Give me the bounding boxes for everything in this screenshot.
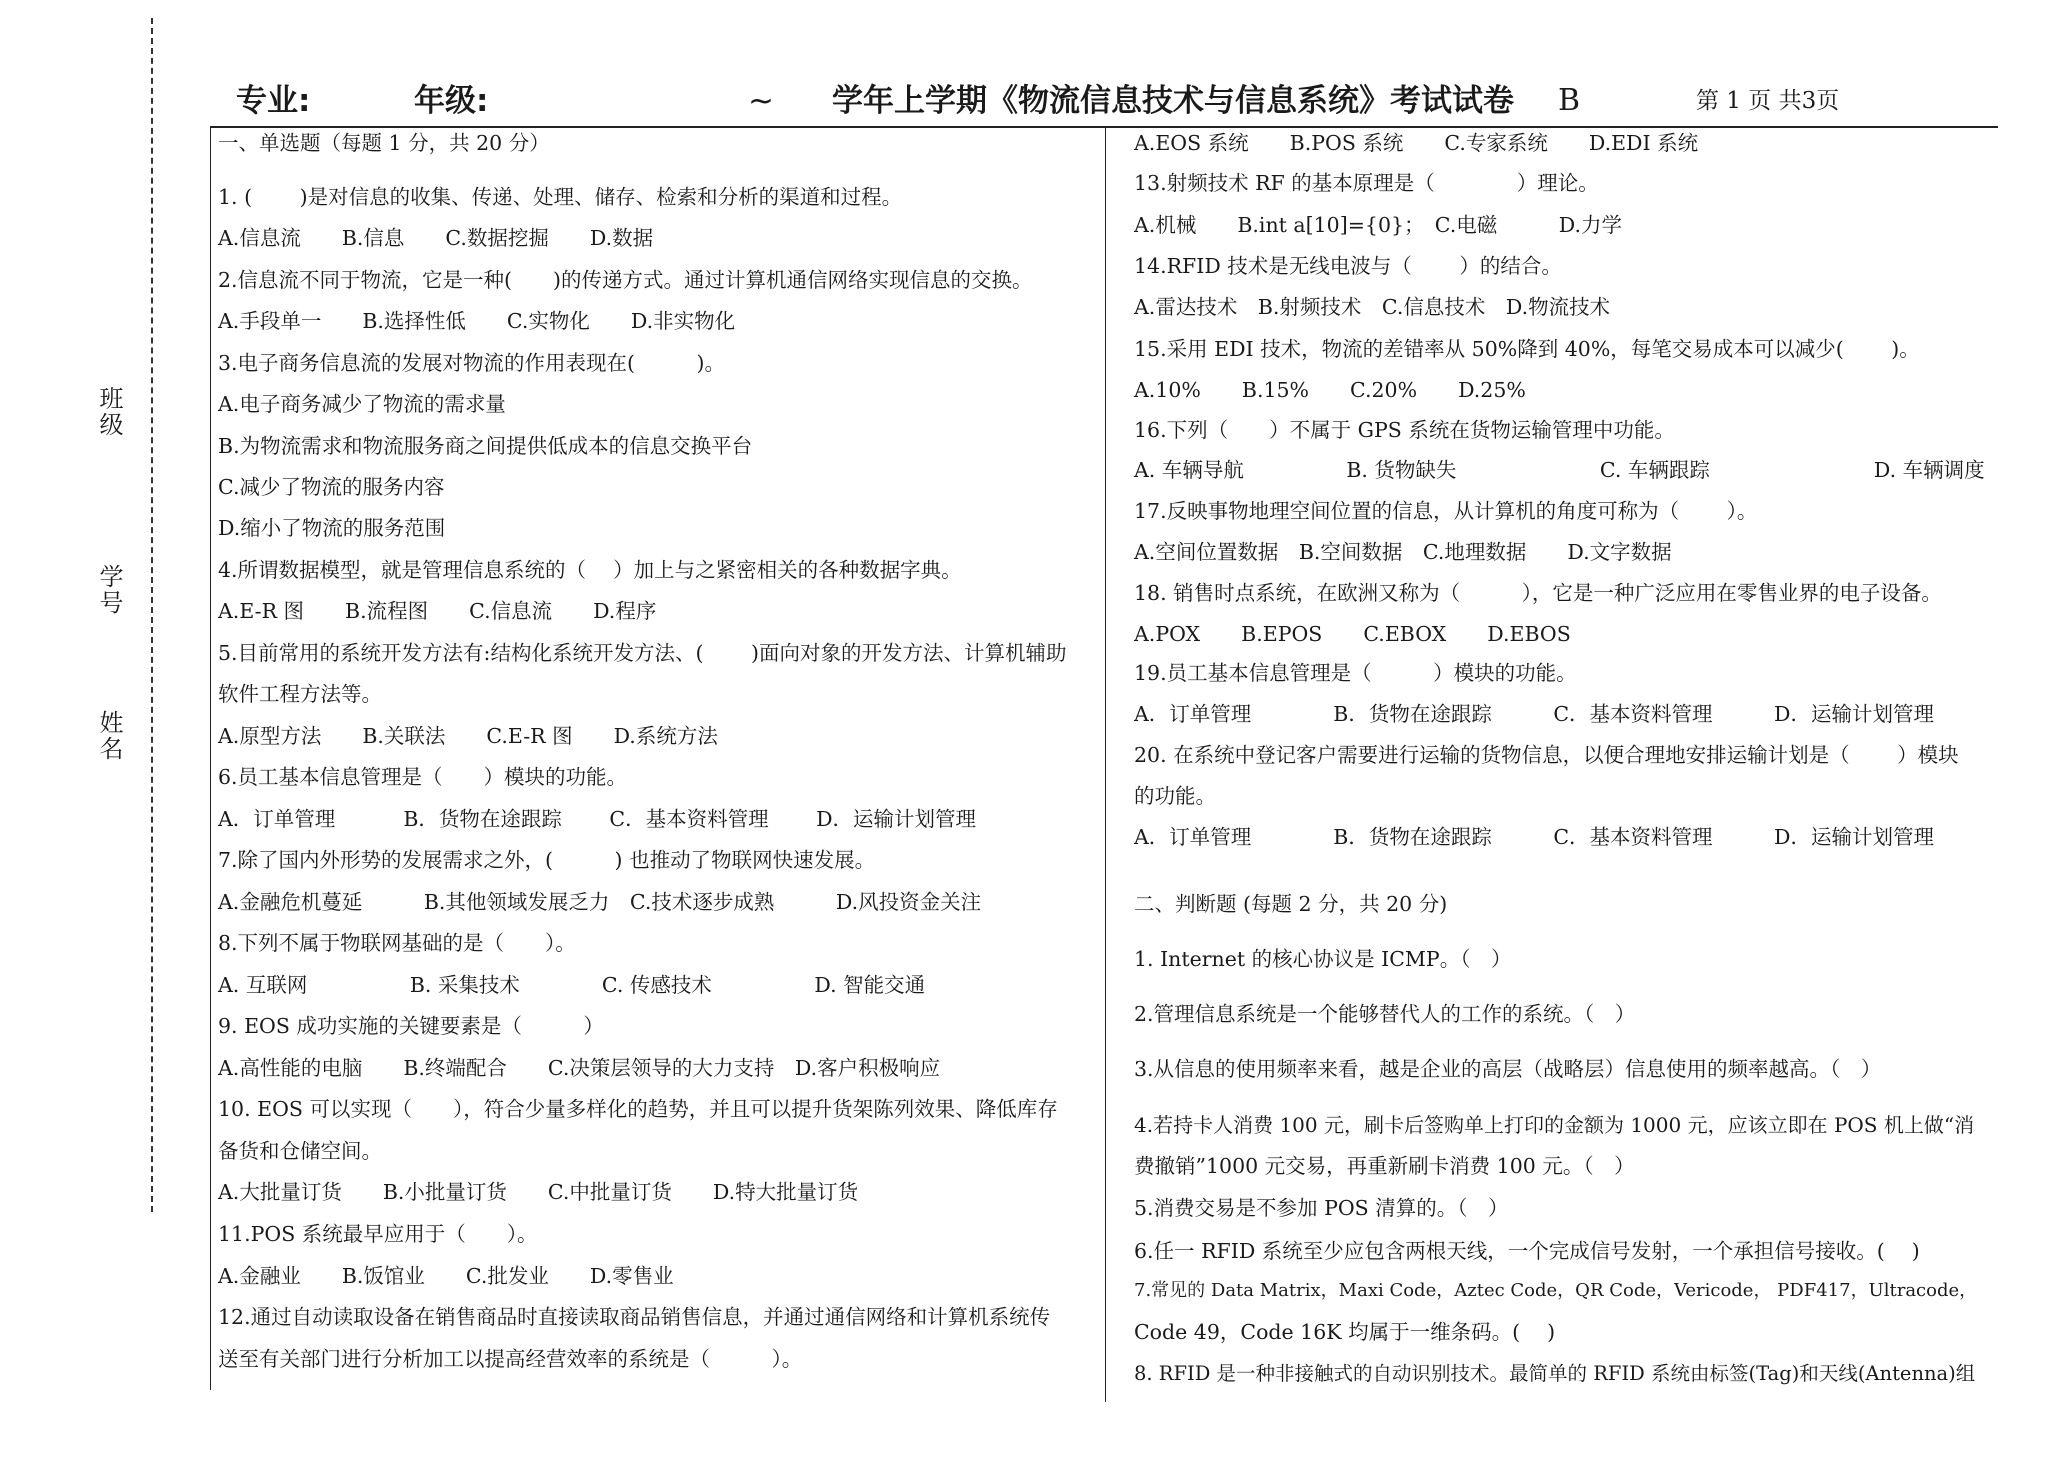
right-line: A.EOS 系统 B.POS 系统 C.专家系统 D.EDI 系统 (1134, 131, 1699, 155)
right-line: 14.RFID 技术是无线电波与（ ）的结合。 (1134, 254, 1562, 278)
left-column-border (210, 126, 211, 1390)
right-line: Code 49，Code 16K 均属于一维条码。( ) (1134, 1320, 1556, 1344)
header-grade-label: 年级: (414, 83, 489, 119)
right-line: 二、判断题 (每题 2 分，共 20 分) (1134, 892, 1448, 916)
left-line: 软件工程方法等。 (218, 682, 382, 706)
left-line: 备货和仓储空间。 (218, 1139, 382, 1163)
right-line: 20. 在系统中登记客户需要进行运输的货物信息，以便合理地安排运输计划是（ ）模块 (1134, 743, 1959, 767)
header-title: 学年上学期《物流信息技术与信息系统》考试试卷 (832, 83, 1514, 119)
left-line: 2.信息流不同于物流，它是一种( )的传递方式。通过计算机通信网络实现信息的交换。 (218, 268, 1033, 292)
left-line: D.缩小了物流的服务范围 (218, 516, 446, 540)
header-paper-variant: B (1558, 83, 1581, 118)
left-line: 7.除了国内外形势的发展需求之外，( ) 也推动了物联网快速发展。 (218, 848, 876, 872)
left-line: A.E-R 图 B.流程图 C.信息流 D.程序 (218, 599, 657, 623)
right-line: A.空间位置数据 B.空间数据 C.地理数据 D.文字数据 (1134, 540, 1672, 564)
left-line: 11.POS 系统最早应用于（ ）。 (218, 1222, 538, 1246)
right-line: 的功能。 (1134, 784, 1216, 808)
right-line: 18. 销售时点系统，在欧洲又称为（ ），它是一种广泛应用在零售业界的电子设备。 (1134, 581, 1942, 605)
side-label-name: 姓名 (95, 710, 123, 762)
exam-header (236, 78, 1996, 124)
binding-margin-dashed-line (151, 18, 153, 1212)
right-line: 16.下列（ ）不属于 GPS 系统在货物运输管理中功能。 (1134, 418, 1675, 442)
left-line: A.信息流 B.信息 C.数据挖掘 D.数据 (218, 226, 654, 250)
left-line: A.手段单一 B.选择性低 C.实物化 D.非实物化 (218, 309, 736, 333)
left-line: 9. EOS 成功实施的关键要素是（ ） (218, 1014, 604, 1038)
right-line: 15.采用 EDI 技术，物流的差错率从 50%降到 40%，每笔交易成本可以减少( )。 (1134, 337, 1920, 361)
right-line: 6.任一 RFID 系统至少应包含两根天线，一个完成信号发射，一个承担信号接收。( ) (1134, 1239, 1920, 1263)
right-line: 2.管理信息系统是一个能够替代人的工作的系统。（ ） (1134, 1002, 1636, 1026)
column-divider (1105, 126, 1106, 1402)
right-line: 4.若持卡人消费 100 元，刷卡后签购单上打印的金额为 1000 元，应该立即在 POS 机上做“消 (1134, 1113, 1975, 1137)
left-line: 8.下列不属于物联网基础的是（ ）。 (218, 931, 576, 955)
left-line: B.为物流需求和物流服务商之间提供低成本的信息交换平台 (218, 434, 753, 458)
left-line: 6.员工基本信息管理是（ ）模块的功能。 (218, 765, 628, 789)
left-line: 5.目前常用的系统开发方法有:结构化系统开发方法、( )面向对象的开发方法、计算机辅助 (218, 641, 1067, 665)
left-line: 送至有关部门进行分析加工以提高经营效率的系统是（ ）。 (218, 1347, 803, 1371)
left-line: A.原型方法 B.关联法 C.E-R 图 D.系统方法 (218, 724, 718, 748)
right-line: A．订单管理 B．货物在途跟踪 C．基本资料管理 D．运输计划管理 (1134, 825, 1934, 849)
right-line: A.10% B.15% C.20% D.25% (1134, 378, 1526, 402)
left-line: A.高性能的电脑 B.终端配合 C.决策层领导的大力支持 D.客户积极响应 (218, 1056, 941, 1080)
left-line: A.大批量订货 B.小批量订货 C.中批量订货 D.特大批量订货 (218, 1180, 859, 1204)
left-line: 3.电子商务信息流的发展对物流的作用表现在( )。 (218, 351, 726, 375)
side-label-class: 班级 (95, 386, 123, 438)
right-line: A．订单管理 B．货物在途跟踪 C．基本资料管理 D．运输计划管理 (1134, 702, 1934, 726)
left-line: C.减少了物流的服务内容 (218, 475, 445, 499)
left-line: 12.通过自动读取设备在销售商品时直接读取商品销售信息，并通过通信网络和计算机系统传 (218, 1305, 1051, 1329)
side-label-student-id: 学号 (95, 564, 123, 616)
right-line: A. 车辆导航 B. 货物缺失 C. 车辆跟踪 D. 车辆调度 (1134, 458, 1985, 482)
right-line: 19.员工基本信息管理是（ ）模块的功能。 (1134, 661, 1577, 685)
right-line: 8. RFID 是一种非接触式的自动识别技术。最简单的 RFID 系统由标签(Tag)和天线(Antenna)组 (1134, 1362, 1976, 1385)
right-line: 17.反映事物地理空间位置的信息，从计算机的角度可称为（ ）。 (1134, 499, 1758, 523)
right-line: A.雷达技术 B.射频技术 C.信息技术 D.物流技术 (1134, 295, 1611, 319)
right-line: 13.射频技术 RF 的基本原理是（ ）理论。 (1134, 171, 1599, 195)
header-tilde: ~ (748, 83, 774, 119)
right-line: A.机械 B.int a[10]={0}； C.电磁 D.力学 (1134, 213, 1622, 237)
left-line: 1. ( )是对信息的收集、传递、处理、储存、检索和分析的渠道和过程。 (218, 185, 903, 209)
left-line: A.金融业 B.饭馆业 C.批发业 D.零售业 (218, 1264, 674, 1288)
left-line: A．订单管理 B．货物在途跟踪 C．基本资料管理 D．运输计划管理 (218, 807, 977, 831)
right-line: 3.从信息的使用频率来看，越是企业的高层（战略层）信息使用的频率越高。（ ） (1134, 1057, 1882, 1081)
left-line: 10. EOS 可以实现（ ），符合少量多样化的趋势，并且可以提升货架陈列效果、降低库存 (218, 1097, 1058, 1121)
left-line: A.电子商务减少了物流的需求量 (218, 392, 506, 416)
left-line: 4.所谓数据模型，就是管理信息系统的（ ）加上与之紧密相关的各种数据字典。 (218, 558, 962, 582)
left-line: A.金融危机蔓延 B.其他领域发展乏力 C.技术逐步成熟 D.风投资金关注 (218, 890, 982, 914)
header-page-info: 第 1 页 共3页 (1696, 88, 1840, 114)
right-line: 7.常见的 Data Matrix，Maxi Code，Aztec Code，QR Code，Vericode， PDF417，Ultracode， (1134, 1280, 1978, 1301)
right-line: A.POX B.EPOS C.EBOX D.EBOS (1134, 622, 1571, 646)
right-line: 5.消费交易是不参加 POS 清算的。（ ） (1134, 1196, 1509, 1220)
left-line: A. 互联网 B. 采集技术 C. 传感技术 D. 智能交通 (218, 973, 926, 997)
header-major-label: 专业: (236, 83, 311, 119)
right-line: 费撤销”1000 元交易，再重新刷卡消费 100 元。（ ） (1134, 1154, 1635, 1178)
right-line: 1. Internet 的核心协议是 ICMP。（ ） (1134, 947, 1512, 971)
left-line: 一、单选题（每题 1 分，共 20 分） (218, 131, 550, 155)
